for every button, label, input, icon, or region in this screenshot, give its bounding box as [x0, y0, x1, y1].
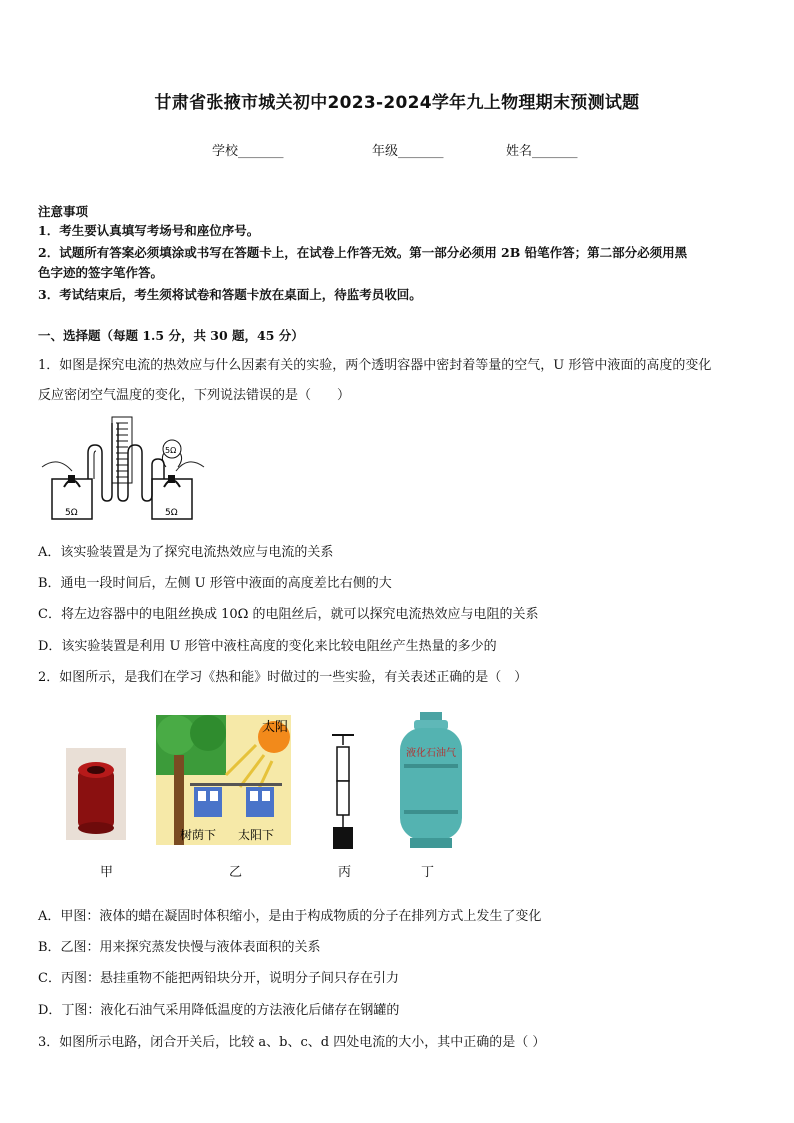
fig-sunlit-label: 太阳下	[238, 828, 275, 842]
q3-stem: 3．如图所示电路，闭合开关后，比较 a、b、c、d 四处电流的大小，其中正确的是（ ）	[38, 1035, 546, 1050]
q1-stem-line2: 反应密闭空气温度的变化，下列说法错误的是（ ）	[38, 388, 351, 403]
q1-apparatus-figure	[38, 415, 208, 525]
fig-sun-label: 太阳	[262, 720, 289, 735]
q1-fig-right-label: 5Ω	[165, 508, 178, 518]
q2-option-b[interactable]: B．乙图：用来探究蒸发快慢与液体表面积的关系	[38, 940, 321, 955]
q1-stem-line1: 1．如图是探究电流的热效应与什么因素有关的实验，两个透明容器中密封着等量的空气，U 形管中液面的高度的变化	[38, 358, 712, 373]
q1-option-d[interactable]: D．该实验装置是利用 U 形管中液柱高度的变化来比较电阻丝产生热量的多少的	[38, 639, 497, 654]
q1-fig-left-label: 5Ω	[65, 508, 78, 518]
q1-fig-top-label: 5Ω	[165, 446, 177, 455]
notice-item-2: 2．试题所有答案必须填涂或书写在答题卡上，在试卷上作答无效。第一部分必须用 2B 铅笔作答；第二部分必须用黑	[38, 245, 688, 260]
q2-stem: 2．如图所示，是我们在学习《热和能》时做过的一些实验，有关表述正确的是（ ）	[38, 670, 528, 685]
fig-shade-label: 树荫下	[180, 828, 217, 842]
q1-option-c[interactable]: C．将左边容器中的电阻丝换成 10Ω 的电阻丝后，就可以探究电流热效应与电阻的关系	[38, 607, 539, 622]
section-heading: 一、选择题（每题 1.5 分，共 30 题，45 分）	[38, 328, 304, 343]
fig-tank-label: 液化石油气	[406, 748, 456, 759]
figure-jia-wax	[66, 748, 126, 840]
page-title: 甘肃省张掖市城关初中2023-2024学年九上物理期末预测试题	[154, 93, 640, 113]
caption-bing: 丙	[338, 865, 352, 880]
figure-bing-lead-blocks	[328, 733, 358, 849]
q1-option-b[interactable]: B．通电一段时间后，左侧 U 形管中液面的高度差比右侧的大	[38, 576, 392, 591]
caption-yi: 乙	[229, 865, 243, 880]
caption-ding: 丁	[421, 865, 435, 880]
notice-item-1: 1．考生要认真填写考场号和座位序号。	[38, 223, 260, 238]
figure-yi-evaporation	[156, 715, 291, 845]
q2-option-c[interactable]: C．丙图：悬挂重物不能把两铅块分开，说明分子间只存在引力	[38, 971, 399, 986]
notice-item-3: 3．考试结束后，考生须将试卷和答题卡放在桌面上，待监考员收回。	[38, 287, 422, 302]
caption-jia: 甲	[100, 865, 114, 880]
q2-option-d[interactable]: D．丁图：液化石油气采用降低温度的方法液化后储存在钢罐的	[38, 1003, 400, 1018]
notice-heading: 注意事项	[38, 204, 89, 219]
grade-field: 年级_______	[372, 144, 444, 159]
q2-option-a[interactable]: A．甲图：液体的蜡在凝固时体积缩小，是由于构成物质的分子在排列方式上发生了变化	[38, 909, 542, 924]
figure-ding-gas-tank	[398, 712, 464, 848]
school-field: 学校_______	[212, 144, 284, 159]
q1-option-a[interactable]: A．该实验装置是为了探究电流热效应与电流的关系	[38, 545, 334, 560]
name-field: 姓名_______	[506, 144, 578, 159]
notice-item-2-cont: 色字迹的签字笔作答。	[38, 265, 164, 280]
